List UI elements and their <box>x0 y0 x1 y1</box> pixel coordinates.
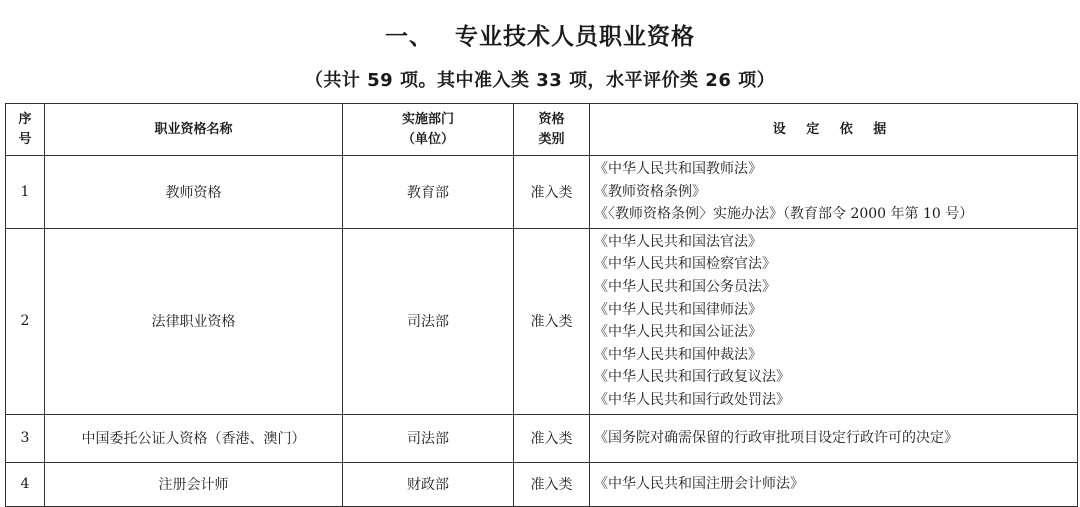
row-name: 法律职业资格 <box>45 228 343 414</box>
basis-item: 《国务院对确需保留的行政审批项目设定行政许可的决定》 <box>594 429 958 446</box>
row-index: 3 <box>6 414 45 462</box>
row-index: 2 <box>6 228 45 414</box>
header-type-line2: 类别 <box>538 131 565 147</box>
row-basis <box>590 156 1078 229</box>
row-basis <box>590 414 1078 462</box>
header-basis: 设 定 依 据 <box>590 104 1078 156</box>
header-index-line1: 序 <box>18 111 32 127</box>
row-basis <box>590 462 1078 506</box>
header-name: 职业资格名称 <box>45 104 343 156</box>
row-name: 注册会计师 <box>45 462 343 506</box>
basis-item: 《教师资格条例》 <box>594 183 706 200</box>
section-number: 一、 <box>385 24 433 50</box>
row-dept: 教育部 <box>343 156 514 229</box>
row-type: 准入类 <box>514 414 590 462</box>
basis-item: 《中华人民共和国仲裁法》 <box>594 346 762 363</box>
header-type <box>514 104 590 156</box>
row-name: 中国委托公证人资格（香港、澳门） <box>45 414 343 462</box>
section-subtitle: （共计 59 项。其中准入类 33 项，水平评价类 26 项） <box>304 70 776 91</box>
row-index: 1 <box>6 156 45 229</box>
table-row <box>6 156 1078 229</box>
row-index: 4 <box>6 462 45 506</box>
header-type-line1: 资格 <box>538 111 565 127</box>
table-header-row <box>6 104 1078 156</box>
header-dept-line2: （单位） <box>401 131 454 147</box>
row-dept: 司法部 <box>343 228 514 414</box>
basis-item: 《中华人民共和国教师法》 <box>594 161 762 177</box>
qualification-table <box>5 103 1078 507</box>
section-title-text: 专业技术人员职业资格 <box>455 24 695 50</box>
header-index-line2: 号 <box>18 131 32 147</box>
row-type: 准入类 <box>514 156 590 229</box>
section-title <box>0 18 1080 51</box>
table-row <box>6 228 1078 414</box>
basis-item: 《中华人民共和国注册会计师法》 <box>594 475 804 492</box>
basis-item: 《中华人民共和国法官法》 <box>594 233 762 250</box>
basis-item: 《中华人民共和国公证法》 <box>594 324 762 341</box>
basis-item: 《中华人民共和国行政复议法》 <box>594 369 790 386</box>
row-name: 教师资格 <box>45 156 343 229</box>
row-type: 准入类 <box>514 228 590 414</box>
row-dept: 财政部 <box>343 462 514 506</box>
header-dept <box>343 104 514 156</box>
basis-item: 《中华人民共和国行政处罚法》 <box>594 391 790 408</box>
row-basis <box>590 228 1078 414</box>
header-index <box>6 104 45 156</box>
header-dept-line1: 实施部门 <box>401 111 454 127</box>
basis-item: 《〈教师资格条例〉实施办法》（教育部令 2000 年第 10 号） <box>594 206 974 223</box>
basis-item: 《中华人民共和国检察官法》 <box>594 256 776 273</box>
basis-item: 《中华人民共和国公务员法》 <box>594 278 776 295</box>
basis-item: 《中华人民共和国律师法》 <box>594 301 762 318</box>
table-row <box>6 414 1078 462</box>
row-dept: 司法部 <box>343 414 514 462</box>
table-row <box>6 462 1078 506</box>
row-type: 准入类 <box>514 462 590 506</box>
